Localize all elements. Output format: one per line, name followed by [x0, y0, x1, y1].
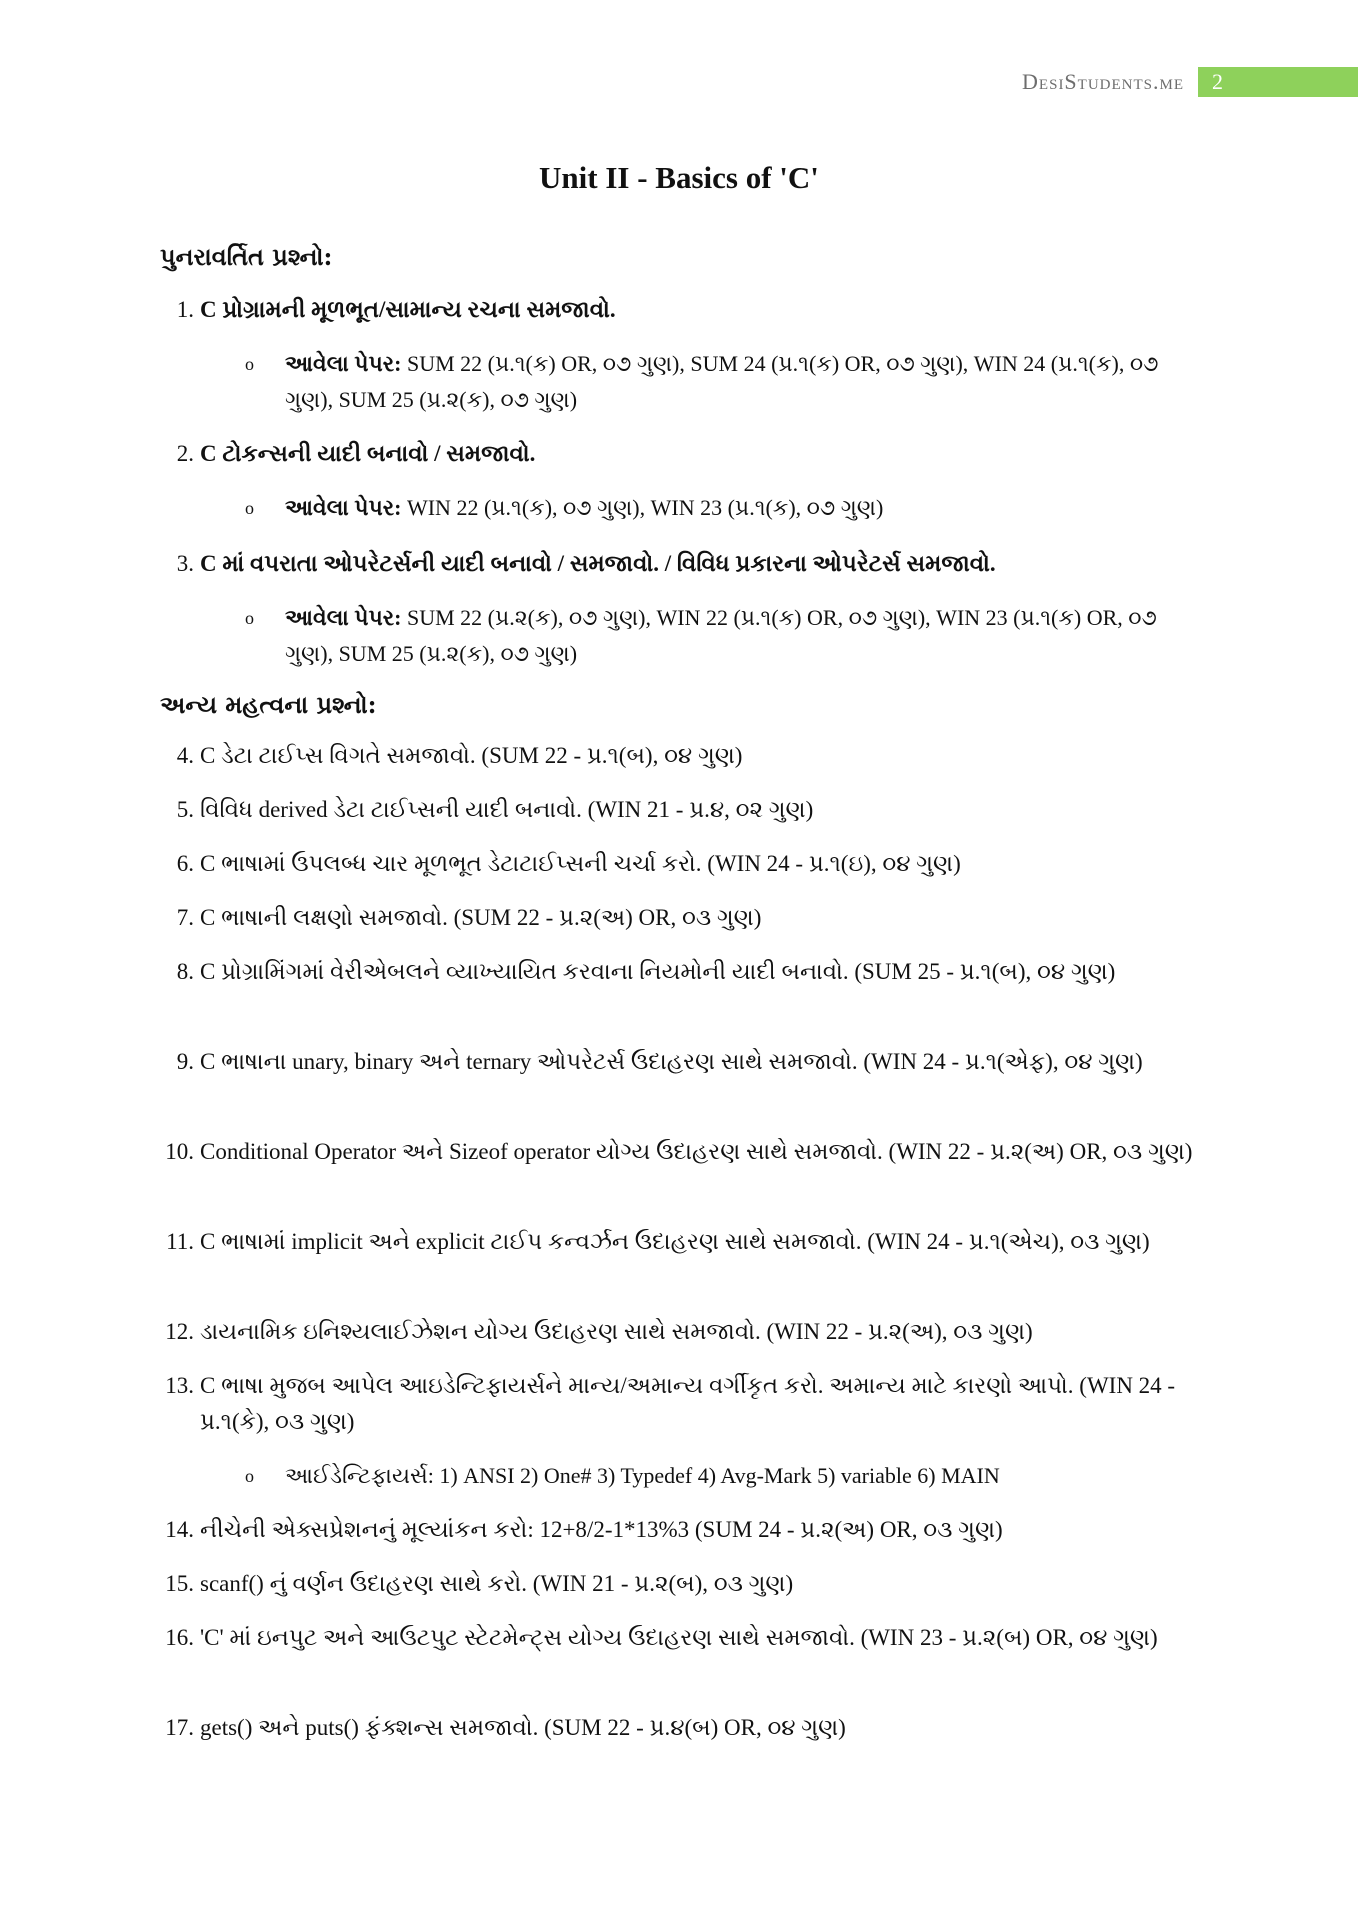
- page-header: [1022, 67, 1358, 97]
- question-number: 10.: [165, 1139, 194, 1164]
- question-number: 14.: [165, 1517, 194, 1542]
- question-number: 12.: [165, 1319, 194, 1344]
- question-text: ડાયનામિક ઇનિશ્યલાઈઝેશન યોગ્ય ઉદાહરણ સાથે સમજાવો. (WIN 22 - પ્ર.૨(અ), ૦૩ ગુણ): [200, 1319, 1033, 1344]
- page-number: 2: [1198, 67, 1358, 97]
- papers-3: [245, 600, 1205, 672]
- question-text: C પ્રોગ્રામિંગમાં વેરીએબલને વ્યાખ્યાયિત કરવાના નિયમોની યાદી બનાવો. (SUM 25 - પ્ર.૧(બ), ૦૪ ગુણ): [200, 959, 1116, 984]
- question-text: C ટોકન્સની યાદી બનાવો / સમજાવો.: [200, 441, 536, 466]
- question-number: 16.: [165, 1625, 194, 1650]
- question-text: gets() અને puts() ફંક્શન્સ સમજાવો. (SUM 22 - પ્ર.૪(બ) OR, ૦૪ ગુણ): [200, 1715, 846, 1740]
- bullet-icon: o: [245, 1466, 254, 1486]
- papers-label: આવેલા પેપર:: [285, 351, 402, 376]
- question-text: scanf() નું વર્ણન ઉદાહરણ સાથે કરો. (WIN 21 - પ્ર.૨(બ), ૦૩ ગુણ): [200, 1571, 794, 1596]
- question-9: [176, 1044, 1200, 1080]
- question-number: 8.: [176, 959, 194, 984]
- bullet-icon: o: [245, 608, 254, 628]
- question-text: C ભાષામાં ઉપલબ્ધ ચાર મૂળભૂત ડેટાટાઈપ્સની ચર્ચા કરો. (WIN 24 - પ્ર.૧(ઇ), ૦૪ ગુણ): [200, 851, 961, 876]
- question-number: 5.: [176, 797, 194, 822]
- question-8: [176, 954, 1200, 990]
- question-number: 15.: [165, 1571, 194, 1596]
- site-name: DesiStudents.me: [1022, 69, 1184, 94]
- question-4: [176, 738, 1200, 774]
- question-7: [176, 900, 1200, 936]
- question-number: 11.: [166, 1229, 194, 1254]
- question-text: C ભાષાના unary, binary અને ternary ઓપરેટર્સ ઉદાહરણ સાથે સમજાવો. (WIN 24 - પ્ર.૧(એફ), ૦૪ ગુણ): [200, 1049, 1143, 1074]
- question-text: C પ્રોગ્રામની મૂળભૂત/સામાન્ય રચના સમજાવો.: [200, 297, 616, 322]
- question-5: [176, 792, 1200, 828]
- section-heading-other: અન્ય મહત્વના પ્રશ્નો:: [160, 690, 377, 719]
- question-15: [165, 1566, 1200, 1602]
- question-text: C માં વપરાતા ઓપરેટર્સની યાદી બનાવો / સમજાવો. / વિવિધ પ્રકારના ઓપરેટર્સ સમજાવો.: [200, 551, 996, 576]
- bullet-icon: o: [245, 354, 254, 374]
- question-number: 13.: [165, 1373, 194, 1398]
- question-number: 7.: [176, 905, 194, 930]
- identifiers-list: [245, 1458, 1205, 1494]
- question-number: 9.: [176, 1049, 194, 1074]
- papers-text: SUM 22 (પ્ર.૨(ક), ૦૭ ગુણ), WIN 22 (પ્ર.૧(ક) OR, ૦૭ ગુણ), WIN 23 (પ્ર.૧(ક) OR, ૦૭ ગુણ), SUM 25 (પ્ર.૨(ક), ૦૭ ગુણ): [285, 605, 1157, 666]
- question-17: [165, 1710, 1200, 1746]
- papers-2: [245, 490, 1205, 526]
- section-heading-repeated: પુનરાવર્તિત પ્રશ્નો:: [160, 242, 333, 271]
- question-text: 'C' માં ઇનપુટ અને આઉટપુટ સ્ટેટમેન્ટ્સ યોગ્ય ઉદાહરણ સાથે સમજાવો. (WIN 23 - પ્ર.૨(બ) OR, ૦૪ ગુણ): [200, 1625, 1158, 1650]
- question-text: C ભાષાની લક્ષણો સમજાવો. (SUM 22 - પ્ર.૨(અ) OR, ૦૩ ગુણ): [200, 905, 762, 930]
- question-14: [165, 1512, 1200, 1548]
- question-text: C ભાષામાં implicit અને explicit ટાઈપ કન્વર્ઝન ઉદાહરણ સાથે સમજાવો. (WIN 24 - પ્ર.૧(એચ), ૦૩ ગુણ): [200, 1229, 1150, 1254]
- papers-label: આવેલા પેપર:: [285, 495, 402, 520]
- papers-text: WIN 22 (પ્ર.૧(ક), ૦૭ ગુણ), WIN 23 (પ્ર.૧(ક), ૦૭ ગુણ): [401, 495, 884, 520]
- question-text: Conditional Operator અને Sizeof operator યોગ્ય ઉદાહરણ સાથે સમજાવો. (WIN 22 - પ્ર.૨(અ) OR, ૦૩ ગુણ): [200, 1139, 1193, 1164]
- question-text: C ભાષા મુજબ આપેલ આઇડેન્ટિફાયર્સને માન્ય/અમાન્ય વર્ગીકૃત કરો. અમાન્ય માટે કારણો આપો. (WIN 24 - પ્ર.૧(કે), ૦૩ ગુણ): [200, 1373, 1176, 1434]
- question-10: [165, 1134, 1200, 1170]
- question-3: [176, 546, 1240, 582]
- question-11: [166, 1224, 1200, 1260]
- papers-1: [245, 346, 1205, 418]
- question-text: C ડેટા ટાઈપ્સ વિગતે સમજાવો. (SUM 22 - પ્ર.૧(બ), ૦૪ ગુણ): [200, 743, 743, 768]
- bullet-icon: o: [245, 498, 254, 518]
- question-2: [176, 436, 1200, 472]
- question-number: 17.: [165, 1715, 194, 1740]
- question-6: [176, 846, 1200, 882]
- question-number: 6.: [176, 851, 194, 876]
- papers-text: SUM 22 (પ્ર.૧(ક) OR, ૦૭ ગુણ), SUM 24 (પ્ર.૧(ક) OR, ૦૭ ગુણ), WIN 24 (પ્ર.૧(ક), ૦૭ ગુણ), SUM 25 (પ્ર.૨(ક), ૦૭ ગુણ): [285, 351, 1159, 412]
- question-12: [165, 1314, 1200, 1350]
- question-number: 4.: [176, 743, 194, 768]
- question-16: [165, 1620, 1200, 1656]
- question-1: [176, 292, 1200, 328]
- question-text: વિવિધ derived ડેટા ટાઈપ્સની યાદી બનાવો. (WIN 21 - પ્ર.૪, ૦૨ ગુણ): [200, 797, 814, 822]
- identifiers-text: આઈડેન્ટિફાયર્સ: 1) ANSI 2) One# 3) Typedef 4) Avg-Mark 5) variable 6) MAIN: [285, 1463, 1000, 1488]
- question-number: 2.: [176, 441, 194, 466]
- question-number: 3.: [176, 551, 194, 576]
- question-13: [165, 1368, 1200, 1440]
- question-number: 1.: [176, 297, 194, 322]
- question-text: નીચેની એક્સપ્રેશનનું મૂલ્યાંકન કરો: 12+8/2-1*13%3 (SUM 24 - પ્ર.૨(અ) OR, ૦૩ ગુણ): [200, 1517, 1003, 1542]
- page-title: Unit II - Basics of 'C': [539, 160, 819, 195]
- papers-label: આવેલા પેપર:: [285, 605, 402, 630]
